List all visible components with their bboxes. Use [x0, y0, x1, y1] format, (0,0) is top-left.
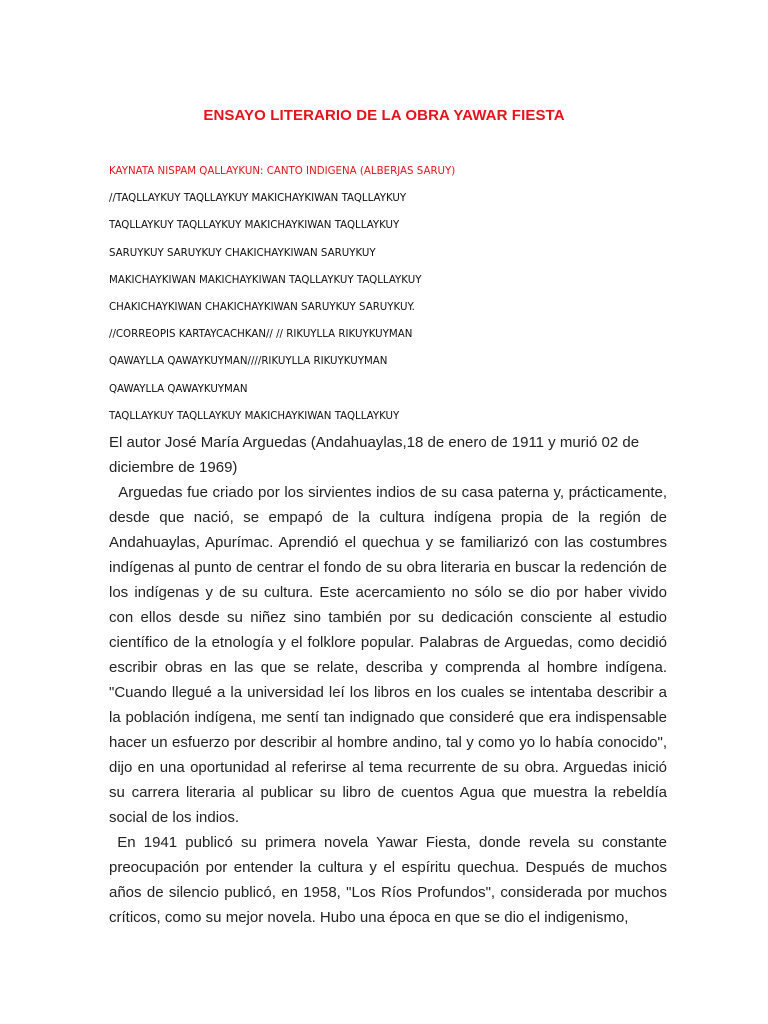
song-line: //TAQLLAYKUY TAQLLAYKUY MAKICHAYKIWAN TAQLLAYKUY — [109, 191, 407, 205]
author-paragraph: El autor José María Arguedas (Andahuaylas,18 de enero de 1911 y murió 02 de diciembre de 1969) — [109, 434, 640, 476]
song-line: MAKICHAYKIWAN MAKICHAYKIWAN TAQLLAYKUY TAQLLAYKUY — [109, 272, 422, 286]
song-line: TAQLLAYKUY TAQLLAYKUY MAKICHAYKIWAN TAQLLAYKUY — [109, 408, 400, 422]
song-line: SARUYKUY SARUYKUY CHAKICHAYKIWAN SARUYKUY — [109, 245, 376, 259]
song-line: TAQLLAYKUY TAQLLAYKUY MAKICHAYKIWAN TAQLLAYKUY — [109, 218, 400, 232]
novels-paragraph: En 1941 publicó su primera novela Yawar Fiesta, donde revela su constante preocupación por entender la cultura y el espíritu quechua. Después de muchos años de silencio publicó, en 1958, "Los Ríos Profundos", considerada por muchos críticos, como su mejor novela. Hubo una época en que se dio el indigenismo, — [109, 834, 672, 926]
song-lyrics — [109, 160, 481, 432]
song-line: //CORREOPIS KARTAYCACHKAN// // RIKUYLLA RIKUYKUYMAN — [109, 327, 413, 341]
song-line: CHAKICHAYKIWAN CHAKICHAYKIWAN SARUYKUY SARUYKUY. — [109, 299, 415, 313]
essay-body — [109, 430, 672, 930]
song-heading: KAYNATA NISPAM QALLAYKUN: CANTO INDIGENA (ALBERJAS SARUY) — [109, 164, 456, 177]
song-line: QAWAYLLA QAWAYKUYMAN////RIKUYLLA RIKUYKUYMAN — [109, 354, 388, 368]
song-line: QAWAYLLA QAWAYKUYMAN — [109, 381, 248, 395]
biography-paragraph: Arguedas fue criado por los sirvientes indios de su casa paterna y, prácticamente, desde que nació, se empapó de la cultura indígena propia de la región de Andahuaylas, Apurímac. Aprendió el quechua y se familiarizó con las costumbres indígenas al punto de centrar el fondo de su obra literaria en buscar la redención de los indígenas y de su cultura. Este acercamiento no sólo se dio por haber vivido con ellos desde su niñez sino también por su dedicación consciente al estudio científico de la etnología y el folklore popular. Palabras de Arguedas, como decidió escribir obras en las que se relate, describa y comprenda al hombre indígena. "Cuando llegué a la universidad leí los libros en los cuales se intentaba describir a la población indígena, me sentí tan indignado que consideré que era indispensable hacer un esfuerzo por describir al hombre andino, tal y como yo lo había conocido", dijo en una oportunidad al referirse al tema recurrente de su obra. Arguedas inició su carrera literaria al publicar su libro de cuentos Agua que muestra la rebeldía social de los indios. — [109, 484, 672, 826]
document-title: ENSAYO LITERARIO DE LA OBRA YAWAR FIESTA — [203, 107, 565, 124]
